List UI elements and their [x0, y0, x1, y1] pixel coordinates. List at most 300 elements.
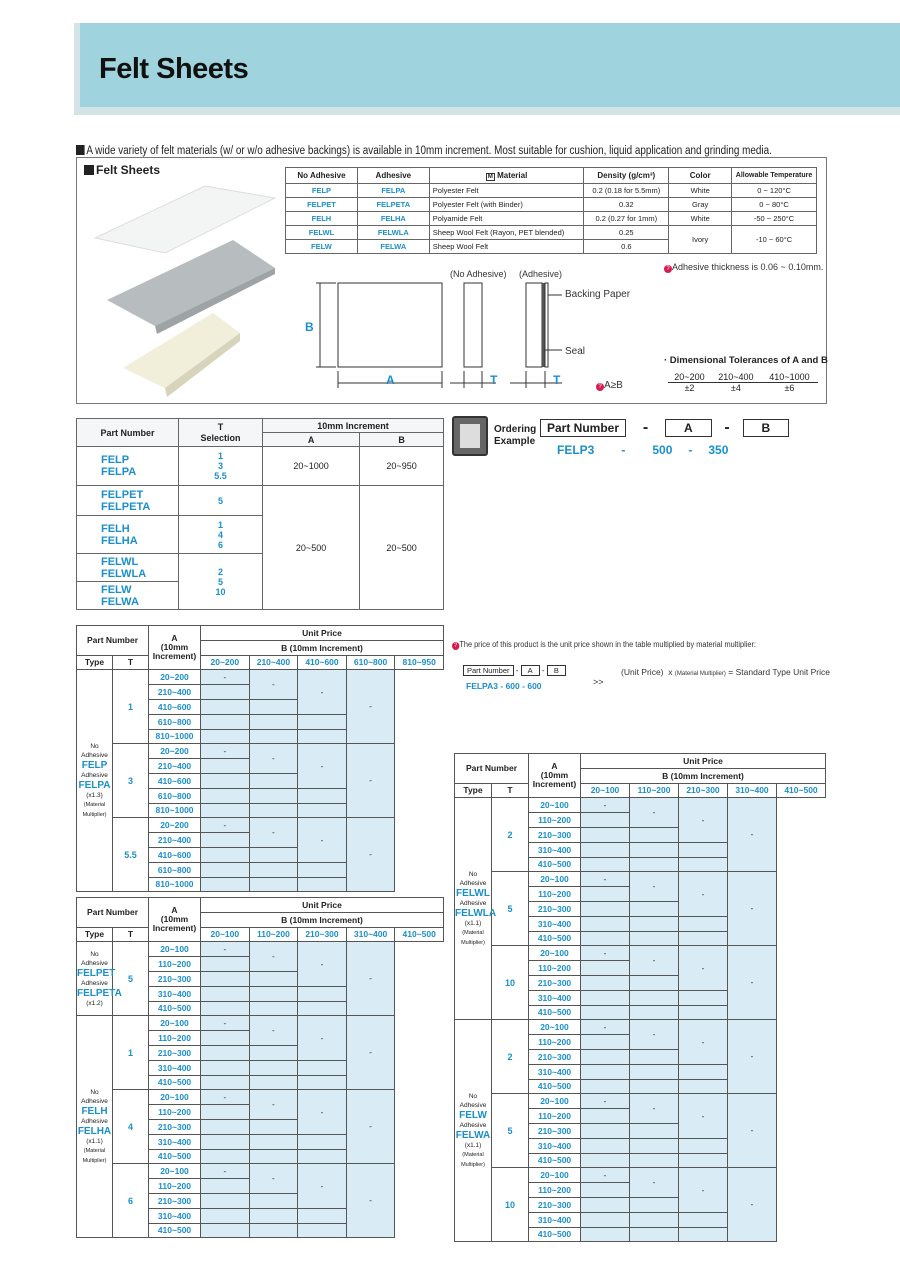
label-no-adhesive: (No Adhesive) — [450, 269, 507, 279]
price-cell — [581, 1079, 630, 1094]
a-range-cell: 410~500 — [529, 1153, 581, 1168]
price-cell — [298, 714, 347, 729]
label-seal: Seal — [565, 346, 586, 357]
price-cell — [201, 1149, 250, 1164]
price-cell — [201, 833, 250, 848]
price-cell — [581, 827, 630, 842]
price-cell — [249, 1119, 298, 1134]
price-cell — [201, 986, 250, 1001]
intro-text: A wide variety of felt materials (w/ or w/o adhesive backings) is available in 10mm increment. Most suitable for cushion, liquid application and grinding media. — [76, 145, 772, 157]
type-cell: No Adhesive FELP Adhesive FELPA (x1.3) (Material Multiplier) — [77, 670, 113, 892]
price-cell — [249, 877, 298, 892]
price-cell — [630, 1227, 679, 1242]
price-cell — [249, 773, 298, 788]
price-cell — [630, 1153, 679, 1168]
price-cell — [630, 1005, 679, 1020]
price-cell — [201, 803, 250, 818]
price-cell — [581, 916, 630, 931]
tolerance-table: 20~200 210~400 410~1000 ±2 ±4 ±6 — [668, 372, 818, 393]
price-cell — [679, 1227, 728, 1242]
price-cell — [630, 1212, 679, 1227]
rule-note: ? A≥B — [596, 380, 623, 391]
price-cell — [249, 1060, 298, 1075]
a-range-cell: 310~400 — [529, 842, 581, 857]
price-cell — [201, 1060, 250, 1075]
a-range-cell: 410~600 — [149, 699, 201, 714]
price-cell — [581, 1153, 630, 1168]
a-range-cell: 610~800 — [149, 714, 201, 729]
arrow-icon: >> — [593, 677, 604, 687]
price-cell: - — [630, 1094, 679, 1124]
price-cell: - — [346, 744, 395, 818]
price-cell — [679, 1153, 728, 1168]
price-cell — [249, 1223, 298, 1238]
a-range-cell: 20~200 — [149, 670, 201, 685]
price-cell — [249, 847, 298, 862]
price-note: ? The price of this product is the unit price shown in the table multiplied by material multiplier: — [452, 640, 756, 650]
table-row: FELW FELWA Sheep Wool Felt 0.6 — [286, 240, 817, 254]
dim-b: B — [305, 320, 314, 334]
a-range-cell: 310~400 — [149, 986, 201, 1001]
price-cell — [298, 1134, 347, 1149]
a-range-cell: 20~100 — [149, 942, 201, 957]
a-range-cell: 210~400 — [149, 759, 201, 774]
price-cell — [298, 877, 347, 892]
ordering-boxes: Part Number - A - B — [540, 419, 789, 437]
label-adhesive: (Adhesive) — [519, 269, 563, 279]
selection-table: Part Number T Selection 10mm Increment A B FELP FELPA 1 3 5.5 20~1000 20~950 FELPET FELPETA 5 20~500 20~500 FELH FELHA 1 4 6 FELWL FELWLA 2 5 10 FELW FELWA — [76, 418, 444, 610]
a-range-cell: 20~100 — [529, 872, 581, 887]
price-cell — [298, 862, 347, 877]
price-cell — [679, 916, 728, 931]
sheet-side-view — [464, 283, 482, 367]
price-cell: - — [298, 1016, 347, 1060]
price-cell — [201, 699, 250, 714]
price-cell — [581, 1197, 630, 1212]
price-cell — [298, 1075, 347, 1090]
pin-icon: ? — [664, 265, 672, 273]
price-cell: - — [630, 946, 679, 976]
price-cell — [581, 1183, 630, 1198]
table-row: FELPET FELPETA Polyester Felt (with Binder) 0.32 Gray 0 ~ 80°C — [286, 198, 817, 212]
price-cell: - — [346, 942, 395, 1016]
a-range-cell: 310~400 — [529, 1212, 581, 1227]
a-range-cell: 210~300 — [529, 975, 581, 990]
price-cell — [201, 759, 250, 774]
a-range-cell: 810~1000 — [149, 877, 201, 892]
a-range-cell: 310~400 — [149, 1208, 201, 1223]
price-cell: - — [581, 1020, 630, 1035]
a-range-cell: 410~500 — [529, 1227, 581, 1242]
price-table-felp: Part Number A (10mm Increment) Unit Price B (10mm Increment) Type T 20~200 210~400 410~600 610~800 810~950 No Adhesive FELP Adhesive FELPA (x1.3) (Material Multiplier) 1 20~200 - - - - 210~400 410~600 610~800 810~1000 3 20~200 - - - - 210~400 410~600 610~800 810~1000 5.5 20~200 - - - - 210~400 410~600 610~800 810~1000 — [76, 625, 444, 892]
formula-example: FELPA3 - 600 - 600 — [466, 681, 542, 691]
header-color: Color — [669, 168, 732, 184]
price-cell — [201, 847, 250, 862]
price-cell — [630, 901, 679, 916]
price-cell — [630, 916, 679, 931]
price-cell — [249, 1149, 298, 1164]
price-cell — [249, 862, 298, 877]
a-range-cell: 110~200 — [149, 1031, 201, 1046]
a-range-cell: 110~200 — [529, 961, 581, 976]
price-cell — [201, 788, 250, 803]
price-cell — [298, 788, 347, 803]
a-range-cell: 310~400 — [529, 1064, 581, 1079]
price-cell: - — [298, 818, 347, 862]
price-cell: - — [728, 1168, 777, 1242]
sheet-front-view — [338, 283, 442, 367]
table-row — [455, 798, 826, 813]
price-cell: - — [298, 942, 347, 986]
table-row — [77, 1016, 444, 1031]
price-cell — [201, 729, 250, 744]
a-range-cell: 210~300 — [149, 971, 201, 986]
table-row — [77, 942, 444, 957]
tolerance-title: · Dimensional Tolerances of A and B — [664, 355, 828, 366]
price-cell — [298, 1149, 347, 1164]
table-row — [77, 818, 444, 833]
price-cell: - — [630, 1020, 679, 1050]
a-range-cell: 20~100 — [149, 1164, 201, 1179]
price-cell: - — [201, 818, 250, 833]
a-range-cell: 20~100 — [529, 1094, 581, 1109]
a-range-cell: 310~400 — [149, 1134, 201, 1149]
t-value-cell: 1 — [113, 670, 149, 744]
price-cell: - — [298, 670, 347, 714]
header-density: Density (g/cm³) — [584, 168, 669, 184]
t-value-cell: 10 — [492, 946, 529, 1020]
price-cell — [679, 1079, 728, 1094]
price-cell — [201, 971, 250, 986]
price-cell — [298, 803, 347, 818]
price-cell — [581, 1138, 630, 1153]
price-cell — [581, 813, 630, 828]
table-row: FELP FELPA 1 3 5.5 20~1000 20~950 — [77, 447, 444, 486]
price-cell — [679, 1138, 728, 1153]
price-cell — [679, 1212, 728, 1227]
price-cell — [630, 1064, 679, 1079]
price-cell: - — [298, 1090, 347, 1134]
a-range-cell: 20~200 — [149, 744, 201, 759]
table-row: FELPET FELPETA 5 20~500 20~500 — [77, 486, 444, 516]
price-cell — [249, 1045, 298, 1060]
price-cell — [201, 1075, 250, 1090]
price-cell: - — [728, 872, 777, 946]
price-cell — [298, 986, 347, 1001]
price-cell — [201, 685, 250, 700]
price-cell — [249, 1075, 298, 1090]
price-cell — [679, 1064, 728, 1079]
label-backing-paper: Backing Paper — [565, 289, 631, 300]
felt-sheet-photos — [85, 178, 280, 400]
price-cell — [581, 990, 630, 1005]
price-cell: - — [346, 1016, 395, 1090]
price-cell — [249, 1193, 298, 1208]
price-cell — [249, 1001, 298, 1016]
price-cell: - — [581, 946, 630, 961]
table-row — [77, 744, 444, 759]
price-cell — [679, 1005, 728, 1020]
price-cell — [581, 1064, 630, 1079]
t-value-cell: 5 — [492, 872, 529, 946]
square-bullet-icon — [84, 165, 94, 175]
a-range-cell: 210~300 — [529, 1197, 581, 1212]
a-range-cell: 310~400 — [529, 1138, 581, 1153]
a-range-cell: 20~100 — [529, 1020, 581, 1035]
price-cell — [581, 842, 630, 857]
table-row: FELP FELPA Polyester Felt 0.2 (0.18 for 5.5mm) White 0 ~ 120°C — [286, 184, 817, 198]
a-range-cell: 410~500 — [529, 931, 581, 946]
price-cell — [630, 827, 679, 842]
price-cell — [249, 1134, 298, 1149]
price-cell: - — [249, 818, 298, 848]
material-table — [285, 167, 817, 254]
price-cell — [581, 1005, 630, 1020]
price-cell: - — [630, 1168, 679, 1198]
price-cell: - — [630, 798, 679, 828]
price-cell — [298, 1001, 347, 1016]
price-cell — [201, 1105, 250, 1120]
price-cell: - — [581, 872, 630, 887]
price-cell — [630, 842, 679, 857]
a-range-cell: 410~500 — [149, 1075, 201, 1090]
price-cell — [249, 699, 298, 714]
table-row — [455, 872, 826, 887]
price-cell — [249, 986, 298, 1001]
price-cell — [201, 1119, 250, 1134]
price-cell — [249, 729, 298, 744]
a-range-cell: 410~500 — [149, 1223, 201, 1238]
table-row: FELWL FELWLA 2 5 10 — [77, 554, 444, 582]
a-range-cell: 210~300 — [149, 1119, 201, 1134]
price-cell: - — [630, 872, 679, 902]
a-range-cell: 110~200 — [149, 1105, 201, 1120]
price-cell: - — [201, 744, 250, 759]
a-range-cell: 610~800 — [149, 788, 201, 803]
table-row — [455, 1020, 826, 1035]
a-range-cell: 310~400 — [529, 990, 581, 1005]
type-cell: No Adhesive FELW Adhesive FELWA (x1.1) (Material Multiplier) — [455, 1020, 492, 1242]
price-cell — [201, 1134, 250, 1149]
a-range-cell: 110~200 — [529, 887, 581, 902]
price-cell — [679, 857, 728, 872]
price-cell: - — [728, 798, 777, 872]
t-value-cell: 6 — [113, 1164, 149, 1238]
price-cell — [249, 971, 298, 986]
a-range-cell: 410~500 — [529, 857, 581, 872]
price-cell: - — [679, 1020, 728, 1064]
price-cell: - — [728, 946, 777, 1020]
header-no-adhesive: No Adhesive — [286, 168, 358, 184]
price-cell — [630, 1123, 679, 1138]
price-cell — [581, 1109, 630, 1124]
price-cell — [581, 901, 630, 916]
price-cell — [630, 975, 679, 990]
price-cell — [201, 877, 250, 892]
a-range-cell: 20~100 — [149, 1016, 201, 1031]
price-cell — [679, 842, 728, 857]
price-cell — [581, 1049, 630, 1064]
table-row: FELWL FELWLA Sheep Wool Felt (Rayon, PET blended) 0.25 Ivory -10 ~ 60°C — [286, 226, 817, 240]
t-value-cell: 2 — [492, 798, 529, 872]
a-range-cell: 20~100 — [529, 1168, 581, 1183]
a-range-cell: 310~400 — [149, 1060, 201, 1075]
pin-icon: ? — [452, 642, 459, 650]
a-range-cell: 310~400 — [529, 916, 581, 931]
price-cell — [581, 1123, 630, 1138]
price-cell: - — [201, 1016, 250, 1031]
price-cell: - — [249, 1016, 298, 1046]
price-cell — [581, 1227, 630, 1242]
price-cell: - — [249, 744, 298, 774]
price-cell — [298, 1060, 347, 1075]
price-cell — [581, 1035, 630, 1050]
t-value-cell: 5 — [113, 942, 149, 1016]
price-cell — [249, 788, 298, 803]
price-cell — [201, 773, 250, 788]
a-range-cell: 110~200 — [529, 1109, 581, 1124]
price-formula: Part Number - A - B — [463, 665, 566, 676]
price-cell — [679, 990, 728, 1005]
price-cell — [201, 957, 250, 972]
header-material: M Material — [429, 168, 584, 184]
price-cell: - — [346, 670, 395, 744]
table-row — [77, 670, 444, 685]
t-value-cell: 2 — [492, 1020, 529, 1094]
price-cell: - — [728, 1020, 777, 1094]
table-row — [77, 1164, 444, 1179]
price-cell: - — [679, 872, 728, 916]
price-cell: - — [298, 1164, 347, 1208]
page-title: Felt Sheets — [99, 53, 249, 85]
price-cell: - — [346, 1090, 395, 1164]
t-value-cell: 5.5 — [113, 818, 149, 892]
a-range-cell: 110~200 — [529, 1035, 581, 1050]
price-cell — [630, 1079, 679, 1094]
price-cell — [201, 1208, 250, 1223]
price-cell — [201, 1031, 250, 1046]
a-range-cell: 410~600 — [149, 847, 201, 862]
dim-a: A — [386, 373, 395, 387]
a-range-cell: 210~300 — [529, 1049, 581, 1064]
a-range-cell: 210~300 — [529, 901, 581, 916]
a-range-cell: 410~500 — [149, 1149, 201, 1164]
a-range-cell: 110~200 — [529, 813, 581, 828]
a-range-cell: 410~500 — [529, 1079, 581, 1094]
price-cell: - — [201, 942, 250, 957]
price-cell — [679, 931, 728, 946]
ordering-label: Ordering Example — [494, 424, 537, 447]
t-value-cell: 5 — [492, 1094, 529, 1168]
price-cell — [201, 862, 250, 877]
dim-t: T — [490, 373, 498, 387]
price-cell — [298, 1208, 347, 1223]
price-cell: - — [249, 670, 298, 700]
price-cell: - — [679, 1168, 728, 1212]
price-cell — [581, 961, 630, 976]
a-range-cell: 810~1000 — [149, 729, 201, 744]
price-cell: - — [249, 1164, 298, 1194]
a-range-cell: 20~100 — [149, 1090, 201, 1105]
adhesive-side-view — [526, 283, 542, 367]
price-cell — [201, 1193, 250, 1208]
ordering-example: FELP3 - 500 - 350 — [557, 443, 729, 457]
header-adhesive: Adhesive — [357, 168, 429, 184]
t-value-cell: 10 — [492, 1168, 529, 1242]
table-row: FELW FELWA — [77, 582, 444, 610]
dimension-diagram — [300, 268, 580, 398]
price-cell: - — [679, 946, 728, 990]
table-row: FELH FELHA 1 4 6 — [77, 516, 444, 554]
dim-t-adhesive: T — [553, 373, 561, 387]
pin-icon: ? — [596, 383, 604, 391]
price-cell — [581, 975, 630, 990]
a-range-cell: 810~1000 — [149, 803, 201, 818]
price-cell — [249, 714, 298, 729]
white-felt-sheet — [95, 186, 275, 253]
a-range-cell: 210~300 — [149, 1193, 201, 1208]
price-cell — [581, 931, 630, 946]
a-range-cell: 110~200 — [149, 957, 201, 972]
price-cell — [630, 1138, 679, 1153]
price-cell — [581, 1212, 630, 1227]
price-cell — [201, 1001, 250, 1016]
formula-text: (Unit Price) x (Material Multiplier) = Standard Type Unit Price — [621, 667, 830, 677]
price-cell — [630, 1197, 679, 1212]
price-cell: - — [201, 1090, 250, 1105]
a-range-cell: 410~500 — [529, 1005, 581, 1020]
price-cell — [298, 1223, 347, 1238]
table-row — [455, 1094, 826, 1109]
price-cell — [249, 803, 298, 818]
type-cell: No Adhesive FELH Adhesive FELHA (x1.1) (Material Multiplier) — [77, 1016, 113, 1238]
price-cell — [201, 714, 250, 729]
price-cell — [630, 990, 679, 1005]
price-cell: - — [679, 1094, 728, 1138]
price-cell: - — [249, 942, 298, 972]
price-cell — [201, 1045, 250, 1060]
a-range-cell: 410~500 — [149, 1001, 201, 1016]
header-temp: Allowable Temperature — [732, 168, 817, 184]
a-range-cell: 610~800 — [149, 862, 201, 877]
price-cell — [298, 729, 347, 744]
price-cell: - — [201, 670, 250, 685]
square-bullet-icon — [76, 145, 85, 155]
price-cell — [201, 1223, 250, 1238]
a-range-cell: 210~300 — [149, 1045, 201, 1060]
price-cell: - — [581, 798, 630, 813]
price-cell — [630, 931, 679, 946]
price-cell — [630, 857, 679, 872]
a-range-cell: 20~100 — [529, 946, 581, 961]
adhesive-note: ? Adhesive thickness is 0.06 ~ 0.10mm. — [664, 262, 823, 273]
a-range-cell: 210~300 — [529, 827, 581, 842]
table-row — [77, 1090, 444, 1105]
a-range-cell: 210~400 — [149, 685, 201, 700]
phone-icon — [452, 416, 488, 456]
table-row — [455, 1168, 826, 1183]
price-cell: - — [728, 1094, 777, 1168]
a-range-cell: 210~300 — [529, 1123, 581, 1138]
price-cell — [581, 857, 630, 872]
price-cell: - — [346, 1164, 395, 1238]
a-range-cell: 210~400 — [149, 833, 201, 848]
table-row — [455, 946, 826, 961]
t-value-cell: 1 — [113, 1016, 149, 1090]
price-cell — [581, 887, 630, 902]
a-range-cell: 20~200 — [149, 818, 201, 833]
type-cell: No Adhesive FELPET Adhesive FELPETA (x1.2) — [77, 942, 113, 1016]
